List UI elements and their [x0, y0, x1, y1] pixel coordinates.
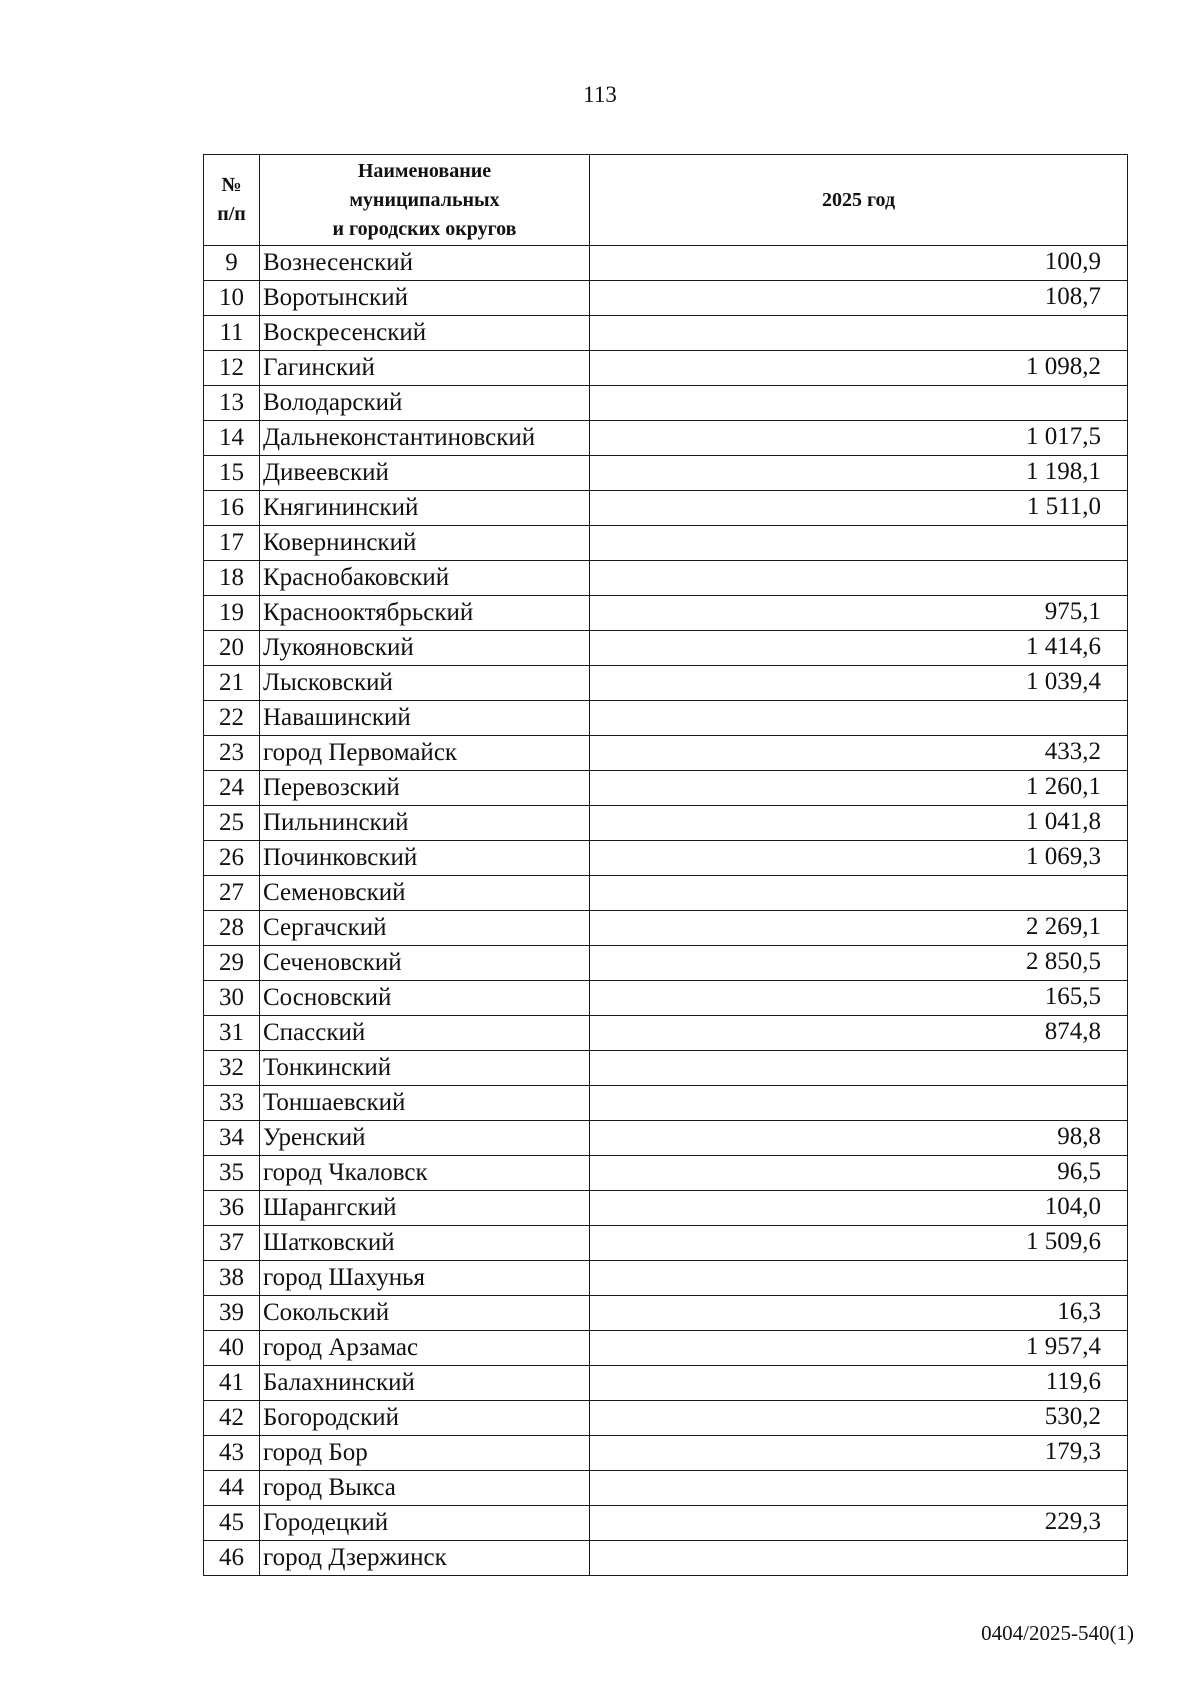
- table-row: [204, 316, 1128, 351]
- row-number: 20: [204, 631, 260, 666]
- row-number: 46: [204, 1541, 260, 1576]
- row-district-name: Володарский: [260, 386, 590, 421]
- row-district-name: Дальнеконстантиновский: [260, 421, 590, 456]
- allocation-table-container: [203, 154, 1127, 1576]
- table-row: [204, 1261, 1128, 1296]
- row-value-2025: 1 098,2: [590, 351, 1128, 386]
- header-name-line1: Наименование: [357, 159, 492, 182]
- row-district-name: Сергачский: [260, 911, 590, 946]
- row-district-name: город Шахунья: [260, 1261, 590, 1296]
- row-district-name: Гагинский: [260, 351, 590, 386]
- header-name-line3: и городских округов: [332, 217, 517, 240]
- row-district-name: Семеновский: [260, 876, 590, 911]
- row-value-2025: 2 850,5: [590, 946, 1128, 981]
- row-value-2025: [590, 526, 1128, 561]
- table-row: [204, 281, 1128, 316]
- row-value-2025: 530,2: [590, 1401, 1128, 1436]
- row-district-name: город Бор: [260, 1436, 590, 1471]
- table-row: [204, 876, 1128, 911]
- row-value-2025: [590, 1051, 1128, 1086]
- table-row: [204, 1471, 1128, 1506]
- row-number: 36: [204, 1191, 260, 1226]
- row-district-name: Краснооктябрьский: [260, 596, 590, 631]
- table-row: [204, 841, 1128, 876]
- row-number: 10: [204, 281, 260, 316]
- table-row: [204, 666, 1128, 701]
- table-row: [204, 526, 1128, 561]
- row-number: 29: [204, 946, 260, 981]
- table-row: [204, 1226, 1128, 1261]
- row-value-2025: 229,3: [590, 1506, 1128, 1541]
- table-row: [204, 491, 1128, 526]
- row-value-2025: 975,1: [590, 596, 1128, 631]
- table-row: [204, 1436, 1128, 1471]
- header-name: [260, 155, 590, 246]
- row-district-name: Сокольский: [260, 1296, 590, 1331]
- row-number: 37: [204, 1226, 260, 1261]
- row-value-2025: 1 260,1: [590, 771, 1128, 806]
- row-value-2025: 96,5: [590, 1156, 1128, 1191]
- table-row: [204, 806, 1128, 841]
- row-district-name: Перевозский: [260, 771, 590, 806]
- row-value-2025: 1 017,5: [590, 421, 1128, 456]
- table-body: [204, 246, 1128, 1576]
- table-row: [204, 771, 1128, 806]
- row-number: 23: [204, 736, 260, 771]
- row-number: 31: [204, 1016, 260, 1051]
- row-number: 14: [204, 421, 260, 456]
- row-district-name: Навашинский: [260, 701, 590, 736]
- row-district-name: Шатковский: [260, 1226, 590, 1261]
- table-row: [204, 421, 1128, 456]
- header-name-line2: муниципальных: [349, 188, 500, 211]
- allocation-table: [203, 154, 1128, 1576]
- row-district-name: Пильнинский: [260, 806, 590, 841]
- row-value-2025: 1 069,3: [590, 841, 1128, 876]
- row-number: 22: [204, 701, 260, 736]
- table-row: [204, 981, 1128, 1016]
- row-district-name: город Первомайск: [260, 736, 590, 771]
- row-value-2025: 1 198,1: [590, 456, 1128, 491]
- row-district-name: Краснобаковский: [260, 561, 590, 596]
- row-number: 9: [204, 246, 260, 281]
- row-district-name: Тоншаевский: [260, 1086, 590, 1121]
- row-value-2025: 179,3: [590, 1436, 1128, 1471]
- table-row: [204, 1401, 1128, 1436]
- row-number: 15: [204, 456, 260, 491]
- table-row: [204, 1016, 1128, 1051]
- row-number: 43: [204, 1436, 260, 1471]
- row-district-name: Уренский: [260, 1121, 590, 1156]
- row-district-name: Лысковский: [260, 666, 590, 701]
- table-row: [204, 1086, 1128, 1121]
- table-header-row: [204, 155, 1128, 246]
- table-row: [204, 246, 1128, 281]
- row-value-2025: [590, 561, 1128, 596]
- row-number: 39: [204, 1296, 260, 1331]
- row-district-name: Богородский: [260, 1401, 590, 1436]
- row-district-name: Городецкий: [260, 1506, 590, 1541]
- row-number: 30: [204, 981, 260, 1016]
- table-header: [204, 155, 1128, 246]
- row-value-2025: [590, 316, 1128, 351]
- table-row: [204, 1121, 1128, 1156]
- row-district-name: город Арзамас: [260, 1331, 590, 1366]
- row-value-2025: 100,9: [590, 246, 1128, 281]
- row-value-2025: [590, 1541, 1128, 1576]
- row-value-2025: 16,3: [590, 1296, 1128, 1331]
- header-number-line1: №: [221, 174, 242, 196]
- row-number: 35: [204, 1156, 260, 1191]
- row-number: 12: [204, 351, 260, 386]
- row-district-name: Воскресенский: [260, 316, 590, 351]
- table-row: [204, 386, 1128, 421]
- table-row: [204, 1191, 1128, 1226]
- row-value-2025: 104,0: [590, 1191, 1128, 1226]
- table-row: [204, 631, 1128, 666]
- row-number: 45: [204, 1506, 260, 1541]
- page-number: 113: [583, 82, 617, 107]
- row-value-2025: 1 041,8: [590, 806, 1128, 841]
- row-value-2025: 119,6: [590, 1366, 1128, 1401]
- table-row: [204, 911, 1128, 946]
- table-row: [204, 1366, 1128, 1401]
- row-value-2025: 2 269,1: [590, 911, 1128, 946]
- row-number: 44: [204, 1471, 260, 1506]
- header-year: 2025 год: [590, 155, 1128, 246]
- row-number: 17: [204, 526, 260, 561]
- row-value-2025: 1 957,4: [590, 1331, 1128, 1366]
- table-row: [204, 1331, 1128, 1366]
- row-number: 32: [204, 1051, 260, 1086]
- row-value-2025: 1 039,4: [590, 666, 1128, 701]
- row-number: 42: [204, 1401, 260, 1436]
- row-number: 38: [204, 1261, 260, 1296]
- row-district-name: Сосновский: [260, 981, 590, 1016]
- row-number: 25: [204, 806, 260, 841]
- row-value-2025: 433,2: [590, 736, 1128, 771]
- table-row: [204, 736, 1128, 771]
- row-value-2025: [590, 876, 1128, 911]
- row-district-name: Княгининский: [260, 491, 590, 526]
- row-value-2025: [590, 386, 1128, 421]
- table-row: [204, 1051, 1128, 1086]
- row-district-name: Лукояновский: [260, 631, 590, 666]
- row-number: 19: [204, 596, 260, 631]
- row-district-name: Дивеевский: [260, 456, 590, 491]
- table-row: [204, 946, 1128, 981]
- table-row: [204, 596, 1128, 631]
- table-row: [204, 456, 1128, 491]
- row-district-name: город Чкаловск: [260, 1156, 590, 1191]
- row-value-2025: 165,5: [590, 981, 1128, 1016]
- header-number: [204, 155, 260, 246]
- row-number: 27: [204, 876, 260, 911]
- row-district-name: Балахнинский: [260, 1366, 590, 1401]
- row-number: 28: [204, 911, 260, 946]
- row-number: 33: [204, 1086, 260, 1121]
- row-value-2025: 874,8: [590, 1016, 1128, 1051]
- document-code: 0404/2025-540(1): [981, 1621, 1134, 1645]
- row-value-2025: 1 414,6: [590, 631, 1128, 666]
- row-value-2025: [590, 1261, 1128, 1296]
- row-number: 40: [204, 1331, 260, 1366]
- row-value-2025: 98,8: [590, 1121, 1128, 1156]
- row-value-2025: [590, 1086, 1128, 1121]
- row-district-name: Шарангский: [260, 1191, 590, 1226]
- table-row: [204, 1156, 1128, 1191]
- row-number: 26: [204, 841, 260, 876]
- row-district-name: Ковернинский: [260, 526, 590, 561]
- row-district-name: Спасский: [260, 1016, 590, 1051]
- row-district-name: Тонкинский: [260, 1051, 590, 1086]
- row-value-2025: 108,7: [590, 281, 1128, 316]
- row-number: 18: [204, 561, 260, 596]
- table-row: [204, 351, 1128, 386]
- row-district-name: Вознесенский: [260, 246, 590, 281]
- row-value-2025: [590, 1471, 1128, 1506]
- table-row: [204, 701, 1128, 736]
- row-number: 21: [204, 666, 260, 701]
- row-number: 24: [204, 771, 260, 806]
- table-row: [204, 1296, 1128, 1331]
- row-number: 16: [204, 491, 260, 526]
- row-district-name: Сеченовский: [260, 946, 590, 981]
- row-district-name: город Дзержинск: [260, 1541, 590, 1576]
- row-value-2025: [590, 701, 1128, 736]
- table-row: [204, 1541, 1128, 1576]
- row-district-name: город Выкса: [260, 1471, 590, 1506]
- row-number: 11: [204, 316, 260, 351]
- row-number: 41: [204, 1366, 260, 1401]
- header-number-line2: п/п: [217, 203, 246, 225]
- row-value-2025: 1 511,0: [590, 491, 1128, 526]
- row-number: 34: [204, 1121, 260, 1156]
- row-district-name: Воротынский: [260, 281, 590, 316]
- row-district-name: Починковский: [260, 841, 590, 876]
- row-number: 13: [204, 386, 260, 421]
- table-row: [204, 1506, 1128, 1541]
- table-row: [204, 561, 1128, 596]
- row-value-2025: 1 509,6: [590, 1226, 1128, 1261]
